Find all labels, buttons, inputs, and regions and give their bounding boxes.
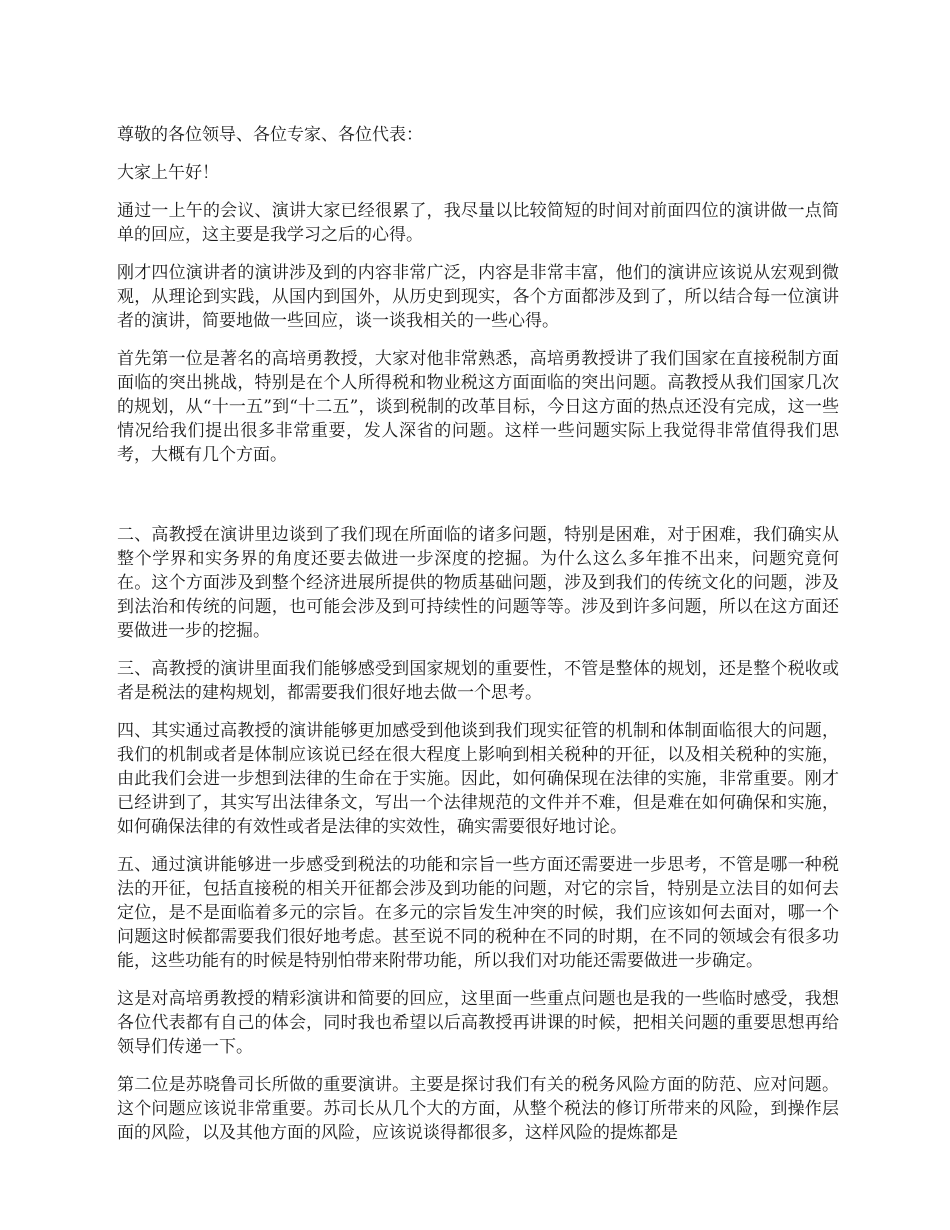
speech-body bbox=[117, 123, 839, 1159]
morning-greeting: 大家上午好！ bbox=[117, 163, 219, 183]
paragraph-4: 二、高教授在演讲里边谈到了我们现在所面临的诸多问题，特别是困难，对于困难，我们确实从整个学界和实务界的角度还要去做进一步深度的挖掘。为什么这么多年推不出来，问题究竟何在。这个方面涉及到整个经济进展所提供的物质基础问题，涉及到我们的传统文化的问题，涉及到法治和传统的问题，也可能会涉及到可持续性的问题等等。涉及到许多问题，所以在这方面还要做进一步的挖掘。 bbox=[117, 525, 839, 641]
paragraph-6: 四、其实通过高教授的演讲能够更加感受到他谈到我们现实征管的机制和体制面临很大的问题，我们的机制或者是体制应该说已经在很大程度上影响到相关税种的开征，以及相关税种的实施，由此我们会进一步想到法律的生命在于实施。因此，如何确保现在法律的实施，非常重要。刚才已经讲到了，其实写出法律条文，写出一个法律规范的文件并不难，但是难在如何确保和实施，如何确保法律的有效性或者是法律的实效性，确实需要很好地讨论。 bbox=[117, 721, 839, 837]
paragraph-9: 第二位是苏晓鲁司长所做的重要演讲。主要是探讨我们有关的税务风险方面的防范、应对问题。这个问题应该说非常重要。苏司长从几个大的方面，从整个税法的修订所带来的风险，到操作层面的风险，以及其他方面的风险，应该说谈得都很多，这样风险的提炼都是 bbox=[117, 1075, 839, 1143]
greeting-line: 尊敬的各位领导、各位专家、各位代表： bbox=[117, 125, 423, 145]
paragraph-1: 通过一上午的会议、演讲大家已经很累了，我尽量以比较简短的时间对前面四位的演讲做一点简单的回应，这主要是我学习之后的心得。 bbox=[117, 201, 839, 245]
paragraph-8: 这是对高培勇教授的精彩演讲和简要的回应，这里面一些重点问题也是我的一些临时感受，我想各位代表都有自己的体会，同时我也希望以后高教授再讲课的时候，把相关问题的重要思想再给领导们传递一下。 bbox=[117, 989, 839, 1057]
paragraph-5: 三、高教授的演讲里面我们能够感受到国家规划的重要性，不管是整体的规划，还是整个税收或者是税法的建构规划，都需要我们很好地去做一个思考。 bbox=[117, 659, 839, 703]
paragraph-2: 刚才四位演讲者的演讲涉及到的内容非常广泛，内容是非常丰富，他们的演讲应该说从宏观到微观，从理论到实践，从国内到国外，从历史到现实，各个方面都涉及到了，所以结合每一位演讲者的演讲，简要地做一些回应，谈一谈我相关的一些心得。 bbox=[117, 263, 839, 331]
paragraph-3: 首先第一位是著名的高培勇教授，大家对他非常熟悉，高培勇教授讲了我们国家在直接税制方面面临的突出挑战，特别是在个人所得税和物业税这方面面临的突出问题。高教授从我们国家几次的规划，从“十一五”到“十二五”，谈到税制的改革目标，今日这方面的热点还没有完成，这一些情况给我们提出很多非常重要，发人深省的问题。这样一些问题实际上我觉得非常值得我们思考，大概有几个方面。 bbox=[117, 349, 839, 465]
paragraph-7: 五、通过演讲能够进一步感受到税法的功能和宗旨一些方面还需要进一步思考，不管是哪一种税法的开征，包括直接税的相关开征都会涉及到功能的问题，对它的宗旨，特别是立法目的如何去定位，是不是面临着多元的宗旨。在多元的宗旨发生冲突的时候，我们应该如何去面对，哪一个问题这时候都需要我们很好地考虑。甚至说不同的税种在不同的时期，在不同的领域会有很多功能，这些功能有的时候是特别怕带来附带功能，所以我们对功能还需要做进一步确定。 bbox=[117, 855, 839, 971]
